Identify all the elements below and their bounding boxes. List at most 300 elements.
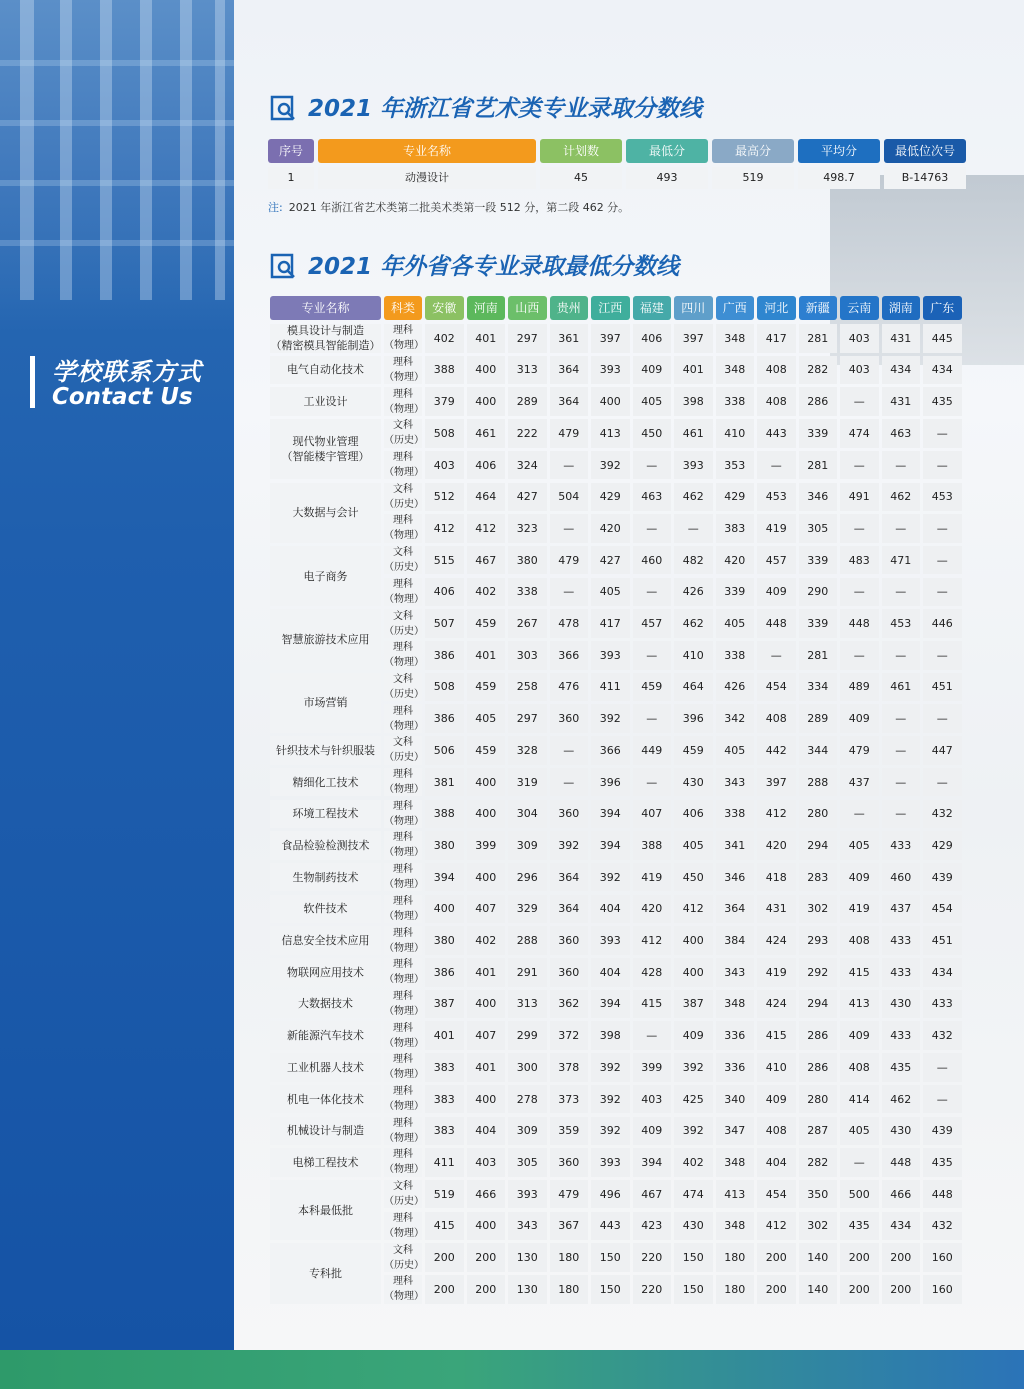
score-cell: 346 [799,483,838,512]
score-cell: 346 [716,863,755,892]
score-cell: 150 [591,1275,630,1304]
major-name-cell: 本科最低批 [270,1180,381,1240]
major-name-cell: 电气自动化技术 [270,356,381,385]
score-cell: 434 [923,958,962,987]
score-cell: 343 [508,1212,547,1241]
score-cell: 267 [508,609,547,638]
score-cell: 200 [757,1243,796,1272]
score-cell: 302 [799,1212,838,1241]
score-cell: 319 [508,768,547,797]
score-cell: 420 [633,895,672,924]
table-cell: 动漫设计 [318,167,536,189]
score-cell: 384 [716,926,755,955]
subject-cell: 理科 （物理） [384,832,424,859]
score-cell: 393 [591,926,630,955]
score-cell: 462 [674,483,713,512]
score-cell: 403 [840,356,879,385]
major-name-cell: 电梯工程技术 [270,1148,381,1177]
score-cell: 360 [550,926,589,955]
score-cell: 220 [633,1243,672,1272]
score-cell: 409 [633,356,672,385]
major-name-cell: 工业设计 [270,387,381,416]
score-cell: 461 [674,419,713,448]
major-name-cell: 专科批 [270,1243,381,1303]
score-cell: 388 [425,356,464,385]
header-major: 专业名称 [270,296,381,320]
score-cell: 439 [923,1117,962,1146]
score-cell: 434 [882,356,921,385]
score-cell: 466 [467,1180,506,1209]
score-cell: 426 [674,578,713,607]
score-cell: 420 [757,831,796,860]
score-cell: 383 [716,514,755,543]
header-province: 山西 [508,296,547,320]
score-cell: 296 [508,863,547,892]
score-cell: 343 [716,958,755,987]
score-cell: 432 [923,800,962,829]
score-cell: 392 [591,1053,630,1082]
table-note [268,199,629,215]
score-cell: 294 [799,990,838,1019]
score-cell: 427 [508,483,547,512]
score-cell: — [840,800,879,829]
score-cell: 435 [923,1148,962,1177]
score-cell: 454 [757,1180,796,1209]
score-cell: 431 [757,895,796,924]
score-cell: 405 [633,387,672,416]
score-cell: 409 [757,578,796,607]
major-name-cell: 环境工程技术 [270,800,381,829]
score-cell: 463 [633,483,672,512]
score-cell: 200 [467,1243,506,1272]
table-body [270,324,962,1307]
score-cell: 408 [840,1053,879,1082]
score-cell: 348 [716,1212,755,1241]
score-cell: 341 [716,831,755,860]
score-cell: 200 [840,1243,879,1272]
score-cell: 336 [716,1053,755,1082]
score-cell: 453 [757,483,796,512]
score-cell: 408 [840,926,879,955]
contact-title-cn: 学校联系方式 [52,358,202,386]
score-cell: 394 [591,831,630,860]
score-cell: 443 [757,419,796,448]
score-cell: 479 [840,736,879,765]
score-cell: 293 [799,926,838,955]
score-cell: 380 [508,546,547,575]
score-cell: — [923,546,962,575]
score-cell: 393 [591,641,630,670]
score-cell: 462 [674,609,713,638]
major-name-cell: 现代物业管理 （智能楼宇管理） [270,419,381,479]
table-cell: 519 [712,167,794,189]
score-cell: 342 [716,704,755,733]
score-cell: 160 [923,1275,962,1304]
header-province: 广东 [923,296,962,320]
score-cell: 150 [591,1243,630,1272]
score-cell: 405 [840,831,879,860]
score-cell: 408 [757,1117,796,1146]
score-cell: 288 [508,926,547,955]
major-name-cell: 市场营销 [270,673,381,733]
header-province: 广西 [716,296,755,320]
score-cell: — [633,451,672,480]
score-cell: 442 [757,736,796,765]
score-cell: 400 [467,356,506,385]
score-cell: 140 [799,1275,838,1304]
score-cell: 387 [425,990,464,1019]
score-cell: — [882,800,921,829]
header-province: 云南 [840,296,879,320]
score-cell: 405 [716,609,755,638]
score-cell: — [923,1053,962,1082]
major-name-cell: 机械设计与制造 [270,1117,381,1146]
subject-cell: 理科 （物理） [384,705,424,732]
table-row [268,167,966,189]
score-cell: 289 [508,387,547,416]
score-cell: 500 [840,1180,879,1209]
score-cell: 297 [508,324,547,353]
score-cell: 462 [882,1085,921,1114]
score-cell: 180 [716,1243,755,1272]
subject-cell: 理科 （物理） [384,1117,424,1144]
score-cell: 433 [882,1021,921,1050]
score-cell: 401 [467,958,506,987]
score-cell: 460 [633,546,672,575]
score-cell: 448 [757,609,796,638]
score-cell: 393 [674,451,713,480]
score-cell: 347 [716,1117,755,1146]
score-cell: 394 [591,800,630,829]
score-cell: 360 [550,1148,589,1177]
score-cell: — [923,578,962,607]
score-cell: 496 [591,1180,630,1209]
score-cell: 419 [840,895,879,924]
score-cell: 412 [674,895,713,924]
score-cell: 401 [467,641,506,670]
score-cell: — [550,578,589,607]
score-cell: 380 [425,926,464,955]
score-cell: 402 [467,926,506,955]
score-cell: — [633,768,672,797]
score-cell: 489 [840,673,879,702]
major-name-cell: 工业机器人技术 [270,1053,381,1082]
score-cell: — [923,514,962,543]
score-cell: — [840,387,879,416]
table-cell: 1 [268,167,314,189]
score-cell: 373 [550,1085,589,1114]
score-cell: 463 [882,419,921,448]
score-cell: 405 [840,1117,879,1146]
score-cell: — [757,451,796,480]
score-cell: 360 [550,800,589,829]
score-cell: — [674,514,713,543]
score-cell: 399 [467,831,506,860]
score-cell: 305 [799,514,838,543]
score-cell: 479 [550,1180,589,1209]
score-cell: 338 [508,578,547,607]
header-cell: 专业名称 [318,139,536,163]
score-cell: 462 [882,483,921,512]
score-cell: 392 [550,831,589,860]
score-cell: 299 [508,1021,547,1050]
table-cell: B-14763 [884,167,966,189]
score-cell: 291 [508,958,547,987]
subject-cell: 文科 （历史） [384,420,424,447]
score-cell: 428 [633,958,672,987]
score-cell: 419 [633,863,672,892]
score-cell: 324 [508,451,547,480]
score-cell: 397 [591,324,630,353]
score-cell: 432 [923,1021,962,1050]
score-cell: — [840,451,879,480]
score-cell: 348 [716,324,755,353]
score-cell: 222 [508,419,547,448]
score-cell: — [882,641,921,670]
score-cell: 366 [591,736,630,765]
score-cell: 393 [508,1180,547,1209]
score-cell: 366 [550,641,589,670]
score-cell: — [633,1021,672,1050]
score-cell: 200 [425,1243,464,1272]
score-cell: 397 [757,768,796,797]
score-cell: 447 [923,736,962,765]
score-cell: — [550,451,589,480]
score-cell: 407 [467,895,506,924]
score-cell: 379 [425,387,464,416]
score-cell: 467 [633,1180,672,1209]
score-cell: — [550,736,589,765]
score-cell: 364 [550,387,589,416]
score-cell: 294 [799,831,838,860]
score-cell: — [840,514,879,543]
score-cell: 401 [674,356,713,385]
score-cell: 459 [467,673,506,702]
subject-cell: 理科 （物理） [384,769,424,796]
subject-cell: 理科 （物理） [384,990,424,1017]
score-cell: 412 [425,514,464,543]
score-cell: 474 [840,419,879,448]
score-cell: 448 [840,609,879,638]
score-cell: 399 [633,1053,672,1082]
score-cell: — [882,514,921,543]
score-cell: 334 [799,673,838,702]
score-cell: 512 [425,483,464,512]
score-cell: 417 [591,609,630,638]
score-cell: 403 [633,1085,672,1114]
score-cell: 339 [716,578,755,607]
search-document-icon [270,253,296,279]
score-cell: 433 [882,926,921,955]
score-cell: 433 [882,831,921,860]
subject-cell: 理科 （物理） [384,1149,424,1176]
major-name-cell: 软件技术 [270,895,381,924]
score-cell: 519 [425,1180,464,1209]
score-cell: 478 [550,609,589,638]
header-province: 江西 [591,296,630,320]
header-province: 河北 [757,296,796,320]
score-cell: 413 [716,1180,755,1209]
score-cell: 429 [716,483,755,512]
score-cell: 483 [840,546,879,575]
score-cell: 491 [840,483,879,512]
score-cell: 507 [425,609,464,638]
score-cell: 429 [923,831,962,860]
score-cell: — [840,641,879,670]
subject-cell: 理科 （物理） [384,578,424,605]
score-cell: 400 [467,1085,506,1114]
score-cell: 343 [716,768,755,797]
major-name-cell: 物联网应用技术 [270,958,381,987]
score-cell: 313 [508,990,547,1019]
score-cell: 200 [882,1275,921,1304]
score-cell: 449 [633,736,672,765]
major-name-cell: 信息安全技术应用 [270,926,381,955]
subject-cell: 文科 （历史） [384,547,424,574]
score-cell: 427 [591,546,630,575]
subject-cell: 文科 （历史） [384,673,424,700]
score-cell: 415 [425,1212,464,1241]
score-cell: 340 [716,1085,755,1114]
score-cell: 451 [923,926,962,955]
score-cell: 430 [882,1117,921,1146]
score-cell: 338 [716,387,755,416]
subject-cell: 理科 （物理） [384,1276,424,1303]
score-cell: 396 [674,704,713,733]
score-cell: 405 [716,736,755,765]
score-cell: — [550,514,589,543]
score-cell: 328 [508,736,547,765]
score-cell: 302 [799,895,838,924]
score-cell: 220 [633,1275,672,1304]
score-cell: 381 [425,768,464,797]
table-cell: 45 [540,167,622,189]
score-cell: 425 [674,1085,713,1114]
score-cell: 386 [425,641,464,670]
score-cell: 130 [508,1275,547,1304]
header-cell: 平均分 [798,139,880,163]
score-cell: — [923,451,962,480]
score-cell: 130 [508,1243,547,1272]
score-cell: 409 [840,863,879,892]
major-name-cell: 机电一体化技术 [270,1085,381,1114]
score-cell: 412 [633,926,672,955]
header-cell: 最低分 [626,139,708,163]
bottom-color-strip [0,1350,1024,1389]
score-cell: 401 [467,1053,506,1082]
score-cell: 383 [425,1053,464,1082]
score-cell: 406 [467,451,506,480]
score-cell: 508 [425,673,464,702]
score-cell: 435 [923,387,962,416]
subject-cell: 理科 （物理） [384,356,424,383]
score-cell: 446 [923,609,962,638]
score-cell: 410 [716,419,755,448]
score-cell: 309 [508,831,547,860]
score-cell: 430 [882,990,921,1019]
score-cell: 200 [467,1275,506,1304]
score-cell: 362 [550,990,589,1019]
note-text: 2021 年浙江省艺术类第二批美术类第一段 512 分，第二段 462 分。 [288,201,630,214]
score-cell: 459 [467,736,506,765]
major-name-cell: 生物制药技术 [270,863,381,892]
score-cell: 281 [799,324,838,353]
score-cell: 200 [840,1275,879,1304]
score-cell: 406 [425,578,464,607]
score-cell: 364 [550,895,589,924]
score-cell: 419 [757,958,796,987]
score-cell: 424 [757,926,796,955]
score-cell: 403 [425,451,464,480]
score-cell: 461 [882,673,921,702]
score-cell: 404 [467,1117,506,1146]
score-cell: 386 [425,958,464,987]
score-cell: 400 [674,958,713,987]
score-cell: 430 [674,1212,713,1241]
score-cell: 409 [840,1021,879,1050]
score-cell: 433 [923,990,962,1019]
subject-cell: 理科 （物理） [384,642,424,669]
score-cell: 338 [716,641,755,670]
score-cell: 400 [467,863,506,892]
header-province: 新疆 [799,296,838,320]
score-cell: 367 [550,1212,589,1241]
score-cell: 180 [716,1275,755,1304]
header-province: 福建 [633,296,672,320]
score-cell: 404 [591,958,630,987]
score-cell: 360 [550,958,589,987]
score-cell: 380 [425,831,464,860]
score-cell: 397 [674,324,713,353]
score-cell: 339 [799,546,838,575]
score-cell: 418 [757,863,796,892]
score-cell: 258 [508,673,547,702]
score-cell: 280 [799,1085,838,1114]
major-name-cell: 电子商务 [270,546,381,606]
score-cell: 420 [591,514,630,543]
score-cell: 405 [591,578,630,607]
score-cell: 405 [467,704,506,733]
score-cell: 383 [425,1085,464,1114]
score-cell: 419 [757,514,796,543]
score-cell: 459 [467,609,506,638]
score-cell: 364 [550,863,589,892]
header-province: 四川 [674,296,713,320]
score-cell: 180 [550,1275,589,1304]
score-cell: 388 [633,831,672,860]
score-cell: 287 [799,1117,838,1146]
score-cell: 431 [882,324,921,353]
score-cell: 402 [674,1148,713,1177]
score-cell: 407 [633,800,672,829]
score-cell: 281 [799,451,838,480]
section2-title: 2021 年外省各专业录取最低分数线 [308,254,680,280]
section1-heading [270,90,702,123]
header-cell: 最高分 [712,139,794,163]
score-cell: 344 [799,736,838,765]
score-cell: 437 [840,768,879,797]
score-cell: 453 [882,609,921,638]
subject-cell: 理科 （物理） [384,959,424,986]
score-cell: 407 [467,1021,506,1050]
score-cell: 409 [674,1021,713,1050]
header-subject: 科类 [384,296,422,320]
score-cell: 278 [508,1085,547,1114]
table-cell: 493 [626,167,708,189]
subject-cell: 文科 （历史） [384,737,424,764]
score-cell: — [840,578,879,607]
score-cell: 515 [425,546,464,575]
